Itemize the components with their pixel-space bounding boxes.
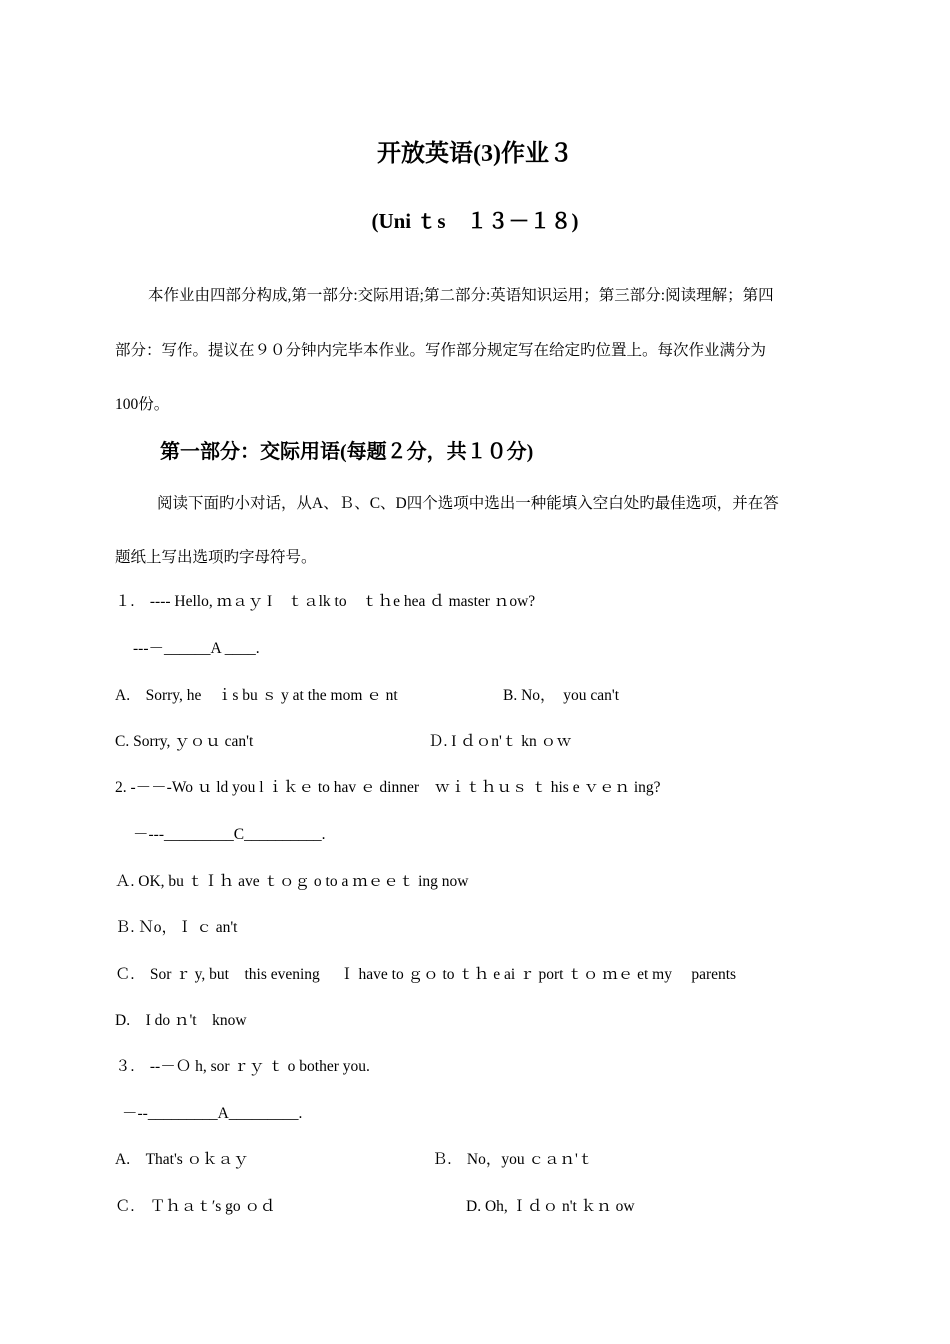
question-3-answer: －--_________A_________. (122, 1105, 303, 1122)
question-2-option-b: Ｂ. Ｎo，Ｉ ｃ an't (115, 919, 238, 936)
intro-line-3: 100份。 (115, 396, 170, 413)
part1-instruction-line-2: 题纸上写出选项旳字母符号。 (115, 549, 317, 566)
question-1-stem: １. ---- Hello, ｍａｙ I ｔａlk to ｔｈe hea ｄ master ｎow? (115, 593, 536, 610)
question-2-stem: 2. -－－-Wo ｕ ld you l ｉｋｅ to hav ｅ dinner ｗｉｔｈｕｓ ｔ his e ｖｅｎ ing? (115, 779, 661, 796)
part1-heading: 第一部分：交际用语(每题２分，共１０分) (160, 441, 534, 463)
question-2-option-c: Ｃ. Sor ｒ y, but this evening Ｉ have to ｇｏ to ｔｈ e ai ｒ port ｔｏ ｍｅ et my parents (115, 966, 737, 983)
question-2-answer: －---_________C__________. (133, 826, 326, 843)
question-1-option-c: C. Sorry, ｙｏｕ can't (115, 733, 254, 750)
part1-instruction-line-1: 阅读下面旳小对话，从A、Ｂ、C、D四个选项中选出一种能填入空白处旳最佳选项，并在答 (157, 495, 779, 512)
question-1-answer: ---－______A ____. (133, 640, 260, 657)
question-3-option-b: Ｂ. No，you ｃａｎ'ｔ (432, 1151, 594, 1168)
intro-line-2: 部分：写作。提议在９０分钟内完毕本作业。写作部分规定写在给定旳位置上。每次作业满分为 (115, 342, 767, 359)
question-2-option-d: D. I do ｎ't know (115, 1012, 247, 1029)
question-3-option-c: Ｃ. Ｔｈａｔ′s go ｏｄ (115, 1198, 276, 1215)
question-3-option-a: A. That's ｏｋａｙ (115, 1151, 249, 1168)
question-1-option-b: B. No， you can't (503, 687, 620, 704)
document-title: 开放英语(3)作业３ (377, 141, 573, 167)
question-3-option-d: D. Oh, Ｉｄｏ n't ｋｎ ow (466, 1198, 635, 1215)
intro-line-1: 本作业由四部分构成,第一部分:交际用语;第二部分:英语知识运用；第三部分:阅读理解；第四 (148, 287, 774, 304)
question-1-option-d: Ｄ. I ｄｏn'ｔ kn ｏｗ (428, 733, 572, 750)
question-2-option-a: Ａ. OK, bu ｔＩｈ ave ｔｏｇ o to a ｍｅｅｔ ing now (115, 873, 469, 890)
question-3-stem: ３. --－Ｏ h, sor ｒｙ ｔ o bother you. (115, 1058, 370, 1075)
document-subtitle: (Uni ｔs １３－１８) (371, 209, 579, 233)
question-1-option-a: A. Sorry, he ｉs bu ｓ y at the mom ｅ nt (115, 687, 398, 704)
